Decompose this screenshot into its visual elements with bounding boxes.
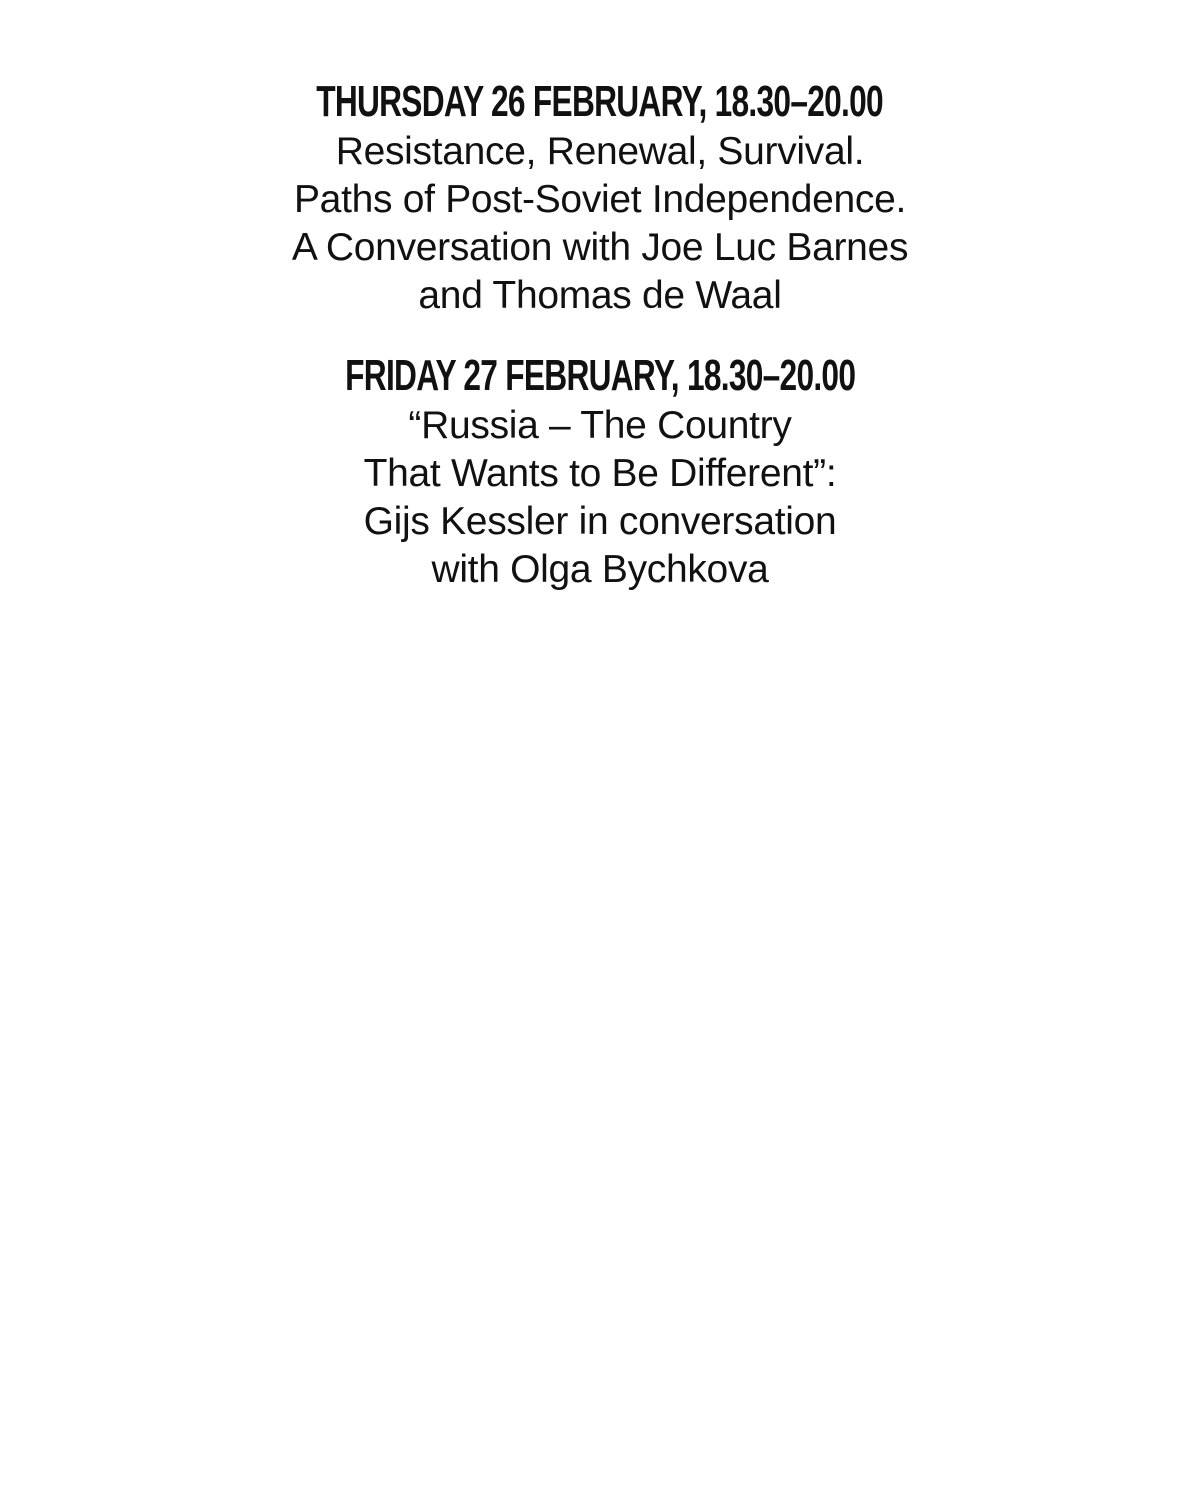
- event-thursday: [0, 76, 1200, 320]
- event-title-line: A Conversation with Joe Luc Barnes: [291, 226, 909, 269]
- event-date-row: [0, 350, 1200, 402]
- event-date: THURSDAY 26 FEBRUARY, 18.30–20.00: [316, 77, 884, 126]
- event-date-row: [0, 76, 1200, 128]
- event-title-line: That Wants to Be Different”:: [363, 452, 837, 495]
- event-title-line: Gijs Kessler in conversation: [363, 500, 837, 543]
- event-friday: [0, 350, 1200, 594]
- event-title-line: “Russia – The Country: [408, 404, 792, 447]
- event-listing: [0, 76, 1200, 594]
- event-title-line: Resistance, Renewal, Survival.: [335, 130, 865, 173]
- event-date: FRIDAY 27 FEBRUARY, 18.30–20.00: [344, 351, 856, 400]
- event-title-line: with Olga Bychkova: [431, 548, 769, 591]
- event-title-line: Paths of Post-Soviet Independence.: [293, 178, 907, 221]
- event-title-line: and Thomas de Waal: [418, 274, 782, 317]
